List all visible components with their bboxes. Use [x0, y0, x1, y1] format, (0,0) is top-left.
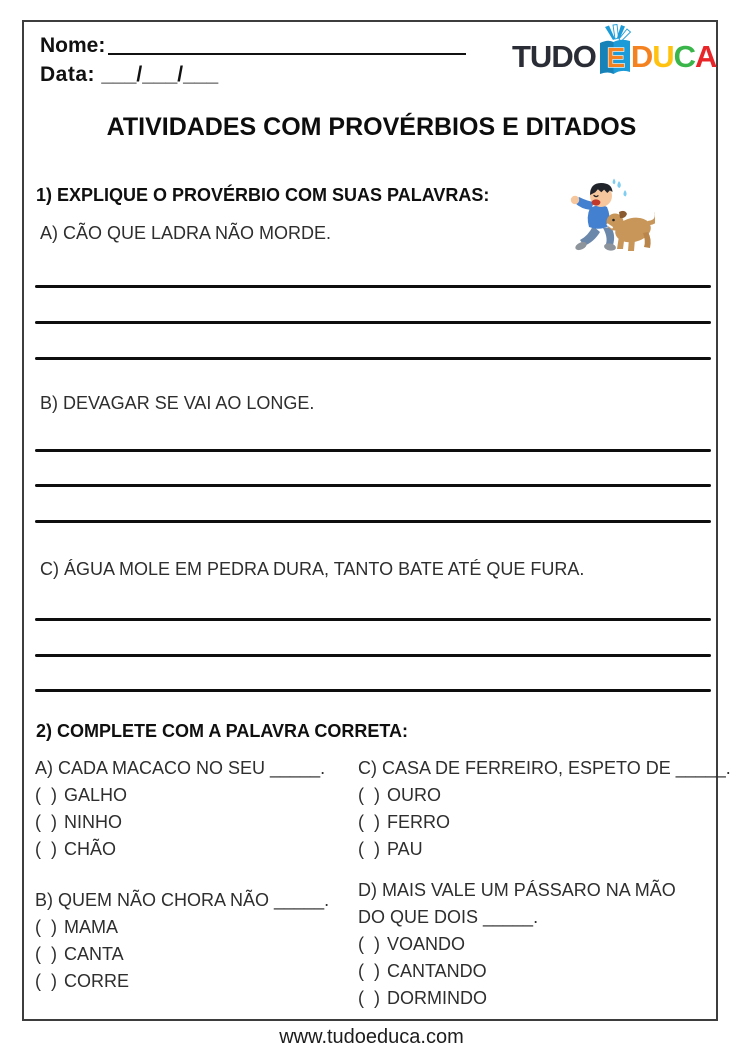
option-row [358, 985, 692, 1012]
option-row [35, 782, 355, 809]
option-label: CHÃO [64, 839, 117, 859]
logo-letter-u: U [652, 38, 674, 74]
checkbox-parens: ( ) [358, 961, 380, 981]
option-label: FERRO [387, 812, 450, 832]
answer-line [35, 357, 711, 360]
option-label: GALHO [64, 785, 128, 805]
answer-line [35, 654, 711, 657]
option-row [35, 836, 355, 863]
checkbox-parens: ( ) [358, 839, 380, 859]
option-label: OURO [387, 785, 441, 805]
logo-letter-a: A [695, 38, 717, 74]
question-c [358, 755, 731, 863]
page-title: ATIVIDADES COM PROVÉRBIOS E DITADOS [106, 113, 637, 141]
question-b [35, 887, 355, 995]
question-d [358, 877, 692, 1012]
answer-line [35, 484, 711, 487]
checkbox-parens: ( ) [358, 812, 380, 832]
option-row [35, 914, 355, 941]
option-label: NINHO [64, 812, 122, 832]
checkbox-parens: ( ) [35, 971, 57, 991]
option-row [358, 836, 720, 863]
logo-book-letter: E [606, 42, 626, 73]
option-label: MAMA [64, 917, 118, 937]
option-label: DORMINDO [387, 988, 487, 1008]
question-c-text: C) CASA DE FERREIRO, ESPETO DE _____. [358, 758, 731, 778]
checkbox-parens: ( ) [358, 785, 380, 805]
footer-url: www.tudoeduca.com [279, 1026, 464, 1048]
option-label: PAU [387, 839, 423, 859]
question-a-text: A) CADA MACACO NO SEU _____. [35, 758, 326, 778]
option-row [358, 931, 692, 958]
tudoeduca-logo [512, 28, 716, 84]
section2-heading: 2) COMPLETE COM A PALAVRA CORRETA: [36, 721, 408, 741]
option-label: CANTA [64, 944, 124, 964]
section1-heading: 1) EXPLIQUE O PROVÉRBIO COM SUAS PALAVRAS: [36, 185, 490, 205]
logo-text-tudo: TUDO [512, 38, 596, 74]
logo-letter-c: C [673, 38, 695, 74]
option-label: CANTANDO [387, 961, 487, 981]
name-label: Nome: [40, 34, 106, 57]
option-row [358, 782, 720, 809]
answer-line [35, 520, 711, 523]
date-label: Data: [40, 63, 96, 86]
dog-biting-boy-illustration [563, 178, 655, 262]
option-row [35, 809, 355, 836]
question-a [35, 755, 355, 863]
answer-line [35, 618, 711, 621]
proverb-b-text: B) DEVAGAR SE VAI AO LONGE. [40, 393, 315, 413]
checkbox-parens: ( ) [35, 944, 57, 964]
checkbox-parens: ( ) [35, 812, 57, 832]
checkbox-parens: ( ) [35, 785, 57, 805]
checkbox-parens: ( ) [35, 839, 57, 859]
answer-line [35, 689, 711, 692]
option-row [358, 958, 692, 985]
answer-line [35, 449, 711, 452]
checkbox-parens: ( ) [35, 917, 57, 937]
checkbox-parens: ( ) [358, 934, 380, 954]
name-blank-line [108, 35, 466, 55]
answer-line [35, 285, 711, 288]
option-row [35, 968, 355, 995]
date-field-row [40, 63, 218, 87]
open-book-icon [594, 23, 634, 81]
option-row [35, 941, 355, 968]
proverb-a-text: A) CÃO QUE LADRA NÃO MORDE. [40, 223, 332, 243]
date-blank-line: ___/___/___ [101, 63, 219, 86]
checkbox-parens: ( ) [358, 988, 380, 1008]
option-label: CORRE [64, 971, 130, 991]
question-b-text: B) QUEM NÃO CHORA NÃO _____. [35, 890, 330, 910]
name-field-row [40, 34, 466, 58]
option-label: VOANDO [387, 934, 466, 954]
answer-line [35, 321, 711, 324]
proverb-c-text: C) ÁGUA MOLE EM PEDRA DURA, TANTO BATE ATÉ QUE FURA. [40, 559, 585, 579]
question-d-text: D) MAIS VALE UM PÁSSARO NA MÃO DO QUE DOIS _____. [358, 880, 676, 927]
option-row [358, 809, 720, 836]
logo-letter-d: D [630, 38, 653, 74]
